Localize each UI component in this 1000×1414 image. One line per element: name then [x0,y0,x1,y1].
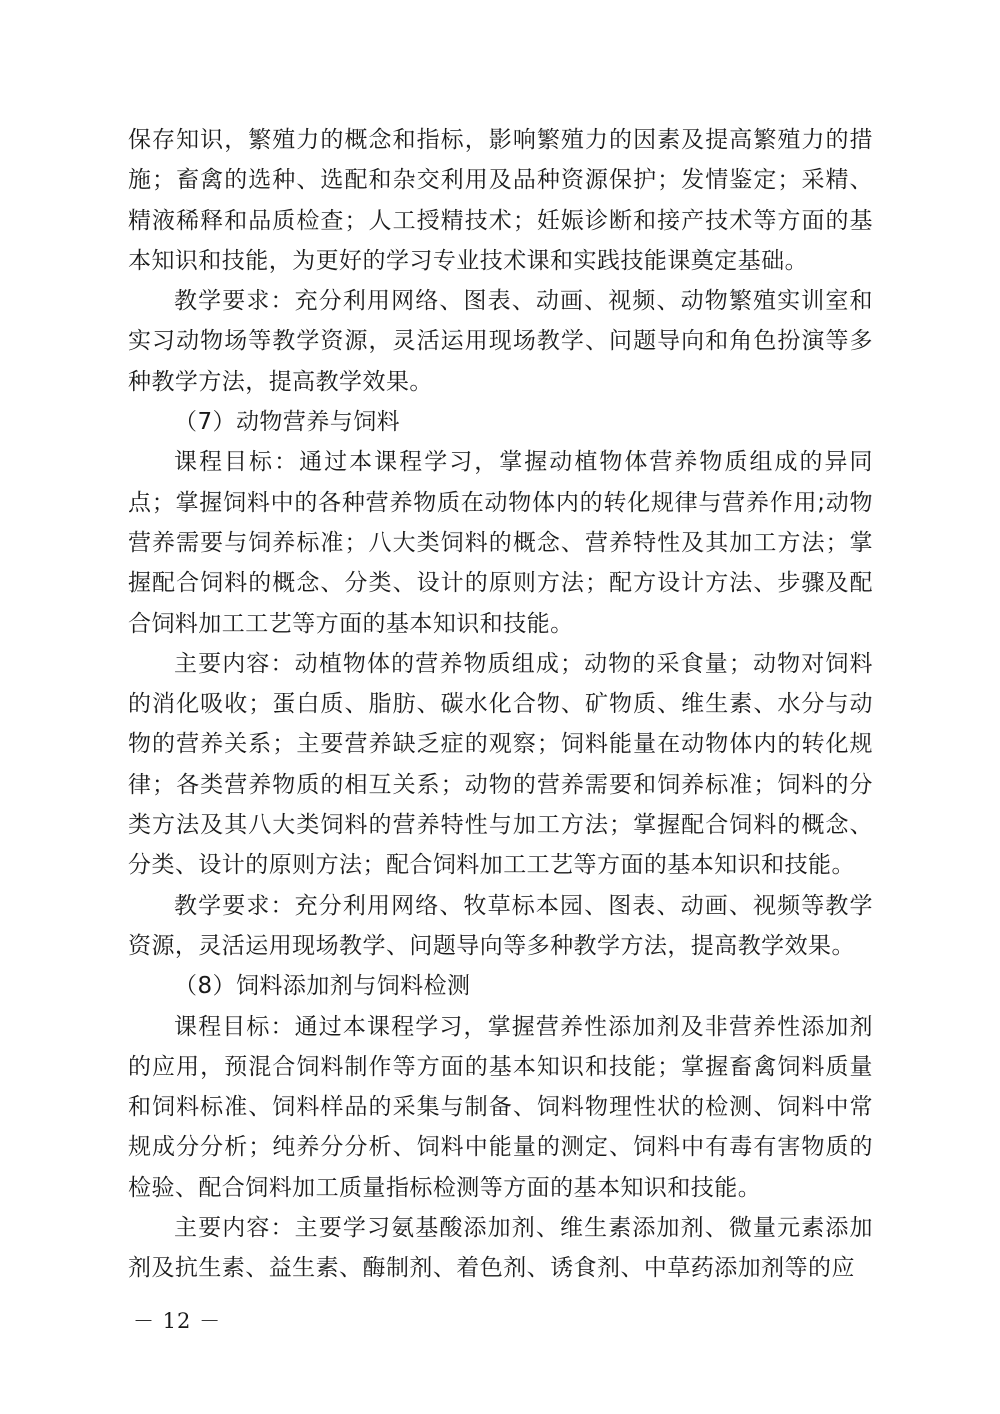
paragraph-continued-text: 保存知识，繁殖力的概念和指标，影响繁殖力的因素及提高繁殖力的措施；畜禽的选种、选配和杂交利用及品种资源保护；发情鉴定；采精、精液稀释和品质检查；人工授精技术；妊娠诊断和接产技术等方面的基本知识和技能，为更好的学习专业技术课和实践技能课奠定基础。 [128,127,873,274]
paragraph-main-content-8: 主要内容：主要学习氨基酸添加剂、维生素添加剂、微量元素添加剂及抗生素、益生素、酶制剂、着色剂、诱食剂、中草药添加剂等的应 [128,1215,873,1282]
page-body [128,120,873,1289]
section-heading-7: （7）动物营养与饲料 [174,409,401,436]
section-heading-8: （8）饲料添加剂与饲料检测 [174,973,471,1000]
paragraph-teaching-requirements-6: 教学要求：充分利用网络、图表、动画、视频、动物繁殖实训室和实习动物场等教学资源，灵活运用现场教学、问题导向和角色扮演等多种教学方法，提高教学效果。 [128,288,873,395]
paragraph-course-goals-8: 课程目标：通过本课程学习，掌握营养性添加剂及非营养性添加剂的应用，预混合饲料制作等方面的基本知识和技能；掌握畜禽饲料质量和饲料标准、饲料样品的采集与制备、饲料物理性状的检测、饲料中常规成分分析；纯养分分析、饲料中能量的测定、饲料中有毒有害物质的检验、配合饲料加工质量指标检测等方面的基本知识和技能。 [128,1013,873,1201]
paragraph-course-goals-7: 课程目标：通过本课程学习，掌握动植物体营养物质组成的异同点；掌握饲料中的各种营养物质在动物体内的转化规律与营养作用;动物营养需要与饲养标准；八大类饲料的概念、营养特性及其加工方法；掌握配合饲料的概念、分类、设计的原则方法；配方设计方法、步骤及配合饲料加工工艺等方面的基本知识和技能。 [128,449,873,637]
page-number: － 12 － [133,1309,222,1333]
paragraph-teaching-requirements-7: 教学要求：充分利用网络、牧草标本园、图表、动画、视频等教学资源，灵活运用现场教学、问题导向等多种教学方法，提高教学效果。 [128,892,873,959]
paragraph-main-content-7: 主要内容：动植物体的营养物质组成；动物的采食量；动物对饲料的消化吸收；蛋白质、脂肪、碳水化合物、矿物质、维生素、水分与动物的营养关系；主要营养缺乏症的观察；饲料能量在动物体内的转化规律；各类营养物质的相互关系；动物的营养需要和饲养标准；饲料的分类方法及其八大类饲料的营养特性与加工方法；掌握配合饲料的概念、分类、设计的原则方法；配合饲料加工工艺等方面的基本知识和技能。 [128,650,873,879]
